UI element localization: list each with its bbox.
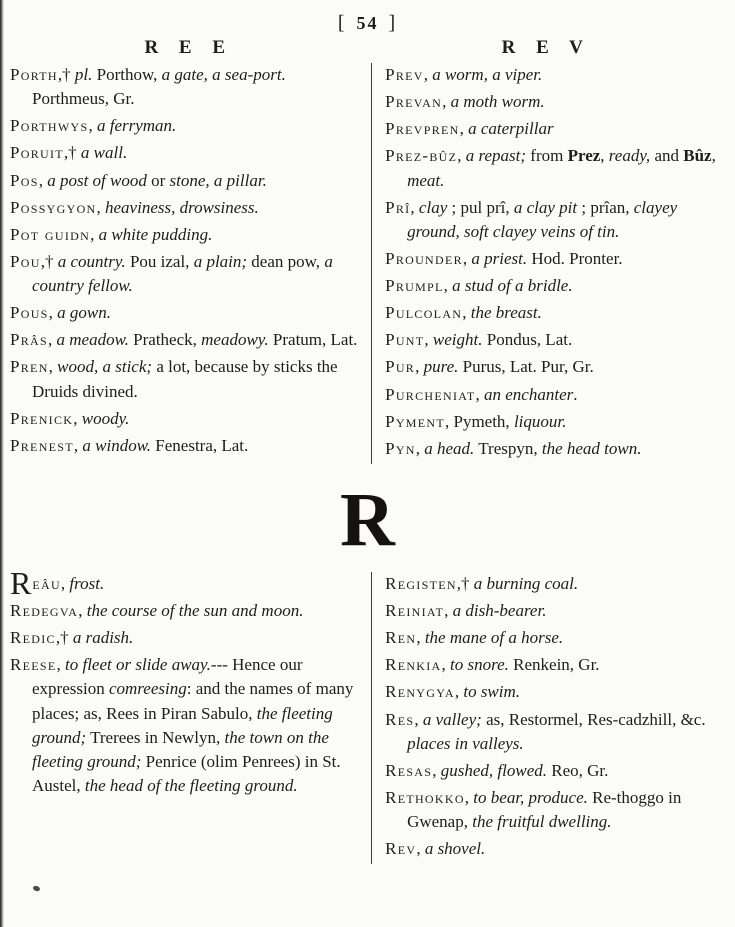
dictionary-entry [385, 653, 725, 677]
page-number-value: 54 [356, 13, 379, 33]
dictionary-entry [10, 63, 363, 111]
definition-text: , [56, 655, 66, 675]
definition-text: the breast. [470, 303, 542, 323]
definition-text: comreesing [108, 679, 187, 699]
top-section [10, 63, 725, 464]
definition-text: , [432, 760, 441, 780]
definition-text: , [90, 224, 99, 244]
headword: R [10, 564, 33, 601]
scan-gutter-shadow [0, 0, 4, 927]
dictionary-entry [385, 117, 725, 141]
definition-text: frost. [69, 573, 105, 593]
definition-text: Prez [567, 146, 601, 166]
headword: Pot guidn [10, 224, 91, 244]
definition-text: ,† [63, 143, 81, 163]
headword: Prumpl [385, 276, 444, 295]
definition-text: a priest. [471, 248, 528, 268]
headword: Prevpren [385, 119, 460, 139]
headword: Pyment [385, 411, 445, 431]
headword: Prevan [385, 92, 443, 112]
definition-text: places in valleys. [407, 733, 524, 753]
definition-text: a meadow. [56, 330, 129, 350]
headword: Porthwys [10, 116, 89, 136]
dictionary-entry [385, 759, 725, 783]
definition-text: , [416, 839, 425, 859]
definition-text: from [526, 146, 568, 166]
headword: Punt [385, 330, 425, 350]
definition-text: a worm, a viper. [432, 65, 543, 84]
headword: Prâs [10, 330, 48, 350]
definition-text: ,† [456, 573, 474, 593]
headword: Renygya [385, 682, 455, 702]
definition-text: the head of the fleeting ground. [84, 775, 298, 795]
dictionary-entry [385, 410, 725, 434]
dictionary-entry [385, 383, 725, 407]
bottom-section [10, 564, 725, 864]
headword: Prounder [385, 248, 463, 268]
definition-text: to bear, produce. [473, 787, 588, 807]
definition-text: a moth worm. [450, 92, 545, 112]
definition-text: , [48, 303, 58, 323]
definition-text: ; pul prî, [447, 197, 514, 217]
definition-text: Porthmeus, Gr. [32, 89, 135, 109]
bottom-right-column [371, 572, 725, 864]
dictionary-entry [385, 90, 725, 114]
definition-text: a clay pit [513, 197, 578, 217]
headword: eâu [32, 573, 61, 593]
top-right-column [371, 63, 725, 464]
definition-text: a country fellow. [32, 251, 333, 295]
dictionary-entry [385, 355, 725, 379]
definition-text: , [73, 435, 83, 455]
definition-text: dean pow, [247, 251, 325, 271]
definition-text: , [600, 146, 609, 166]
headword: Prev [385, 65, 424, 84]
page-number [10, 12, 725, 35]
dictionary-entry [10, 223, 363, 247]
dictionary-entry [385, 680, 725, 704]
definition-text: the fleeting ground; [32, 703, 333, 747]
dictionary-entry [10, 564, 363, 601]
headword: Registen [385, 573, 457, 593]
headword: Rev [385, 839, 417, 859]
dictionary-entry [10, 599, 363, 623]
definition-text: a white pudding. [98, 224, 213, 244]
definition-text: the head town. [541, 438, 642, 458]
definition-text: the fruitful dwelling. [472, 812, 612, 831]
definition-text: , [475, 384, 485, 404]
definition-text: , [73, 408, 82, 428]
definition-text: , [457, 146, 466, 166]
definition-text: , [442, 92, 451, 112]
dictionary-entry [385, 196, 725, 244]
dictionary-entry [385, 247, 725, 271]
definition-text: Purus, Lat. Pur, Gr. [458, 357, 594, 377]
dictionary-entry [385, 301, 725, 325]
definition-text: clay [418, 197, 448, 217]
running-header-right: R E V [501, 37, 591, 58]
dictionary-entry [385, 63, 725, 87]
definition-text: , [464, 787, 474, 807]
dictionary-entry [10, 196, 363, 220]
definition-text: : and the names of many places; as, Rees in Piran Sabulo, [32, 679, 354, 723]
definition-text: , [78, 601, 87, 620]
definition-text: a wall. [80, 143, 128, 163]
dictionary-entry [385, 708, 725, 756]
headword: Pulcolan [385, 303, 463, 323]
definition-text: , [443, 276, 453, 295]
definition-text: pure. [423, 357, 459, 377]
definition-text: a window. [82, 435, 152, 455]
definition-text: stone, a pillar. [169, 170, 267, 190]
dictionary-entry [10, 169, 363, 193]
headword: Prez-bûz [385, 146, 458, 166]
headword: Prenest [10, 435, 74, 455]
definition-text: , [415, 357, 424, 377]
definition-text: Renkein, Gr. [508, 655, 600, 675]
definition-text: wood, a stick; [57, 357, 153, 377]
headword: Pyn [385, 438, 416, 458]
definition-text: , [38, 170, 48, 190]
headword: Rethokko [385, 787, 465, 807]
dictionary-entry [385, 437, 725, 461]
headword: Pous [10, 303, 49, 323]
dictionary-entry [10, 250, 363, 298]
definition-text: , [444, 601, 453, 620]
definition-text: , [462, 248, 472, 268]
bottom-left-column [10, 564, 371, 864]
headword: Pou [10, 251, 41, 271]
definition-text: ; prîan, [577, 197, 634, 217]
dictionary-entry [385, 786, 725, 834]
headword: Resas [385, 760, 433, 780]
definition-text: a repast; [465, 146, 527, 166]
definition-text: a head. [424, 438, 475, 458]
definition-text: ready, [608, 146, 651, 166]
headword: Prenick [10, 408, 74, 428]
headword: Porth [10, 65, 58, 84]
headword: Renkia [385, 655, 442, 675]
dictionary-entry [10, 301, 363, 325]
headword: Prî [385, 197, 411, 217]
definition-text: pl. [74, 65, 93, 84]
definition-text: a radish. [72, 628, 134, 648]
definition-text: weight. [432, 330, 483, 350]
dictionary-entry [385, 572, 725, 596]
definition-text: the town on the fleeting ground; [32, 727, 329, 771]
definition-text: meat. [407, 170, 445, 190]
headword: Pren [10, 357, 49, 377]
definition-text: heaviness, drowsiness. [105, 197, 259, 217]
headword: Purcheniat [385, 384, 476, 404]
dictionary-entry [10, 355, 363, 403]
definition-text: Hence our expression [32, 655, 303, 699]
definition-text: gushed, flowed. [440, 760, 547, 780]
dictionary-entry [385, 144, 725, 192]
headword: Ren [385, 628, 417, 648]
definition-text: liquour. [513, 411, 567, 431]
definition-text: , [441, 655, 451, 675]
dictionary-entry [385, 626, 725, 650]
dictionary-entry [10, 407, 363, 431]
definition-text: ,† [55, 628, 73, 648]
definition-text: clayey ground, soft clayey veins of tin. [407, 197, 678, 241]
headword: Possygyon [10, 197, 97, 217]
definition-text: Re-thoggo in Gwenap, [407, 787, 682, 831]
headword: Redic [10, 628, 56, 648]
dictionary-entry [385, 599, 725, 623]
definition-text: a stud of a bridle. [452, 276, 573, 295]
definition-text: a gate, a sea-port. [161, 65, 286, 84]
definition-text: Hod. Pronter. [527, 248, 623, 268]
definition-text: , [415, 438, 425, 458]
definition-text: , [462, 303, 471, 323]
definition-text: Fenestra, Lat. [151, 435, 249, 455]
headword: Poruit [10, 143, 64, 163]
definition-text: , [423, 65, 433, 84]
headword: Reese [10, 655, 57, 675]
definition-text: a dish-bearer. [452, 601, 547, 620]
definition-text: , [48, 330, 57, 350]
definition-text: to swim. [463, 682, 521, 702]
page-number-bracket-left: [ [337, 12, 347, 34]
running-headers [10, 37, 725, 59]
dictionary-entry [10, 114, 363, 138]
dictionary-entry [385, 274, 725, 298]
definition-text: , [454, 682, 464, 702]
running-header-left: R E E [144, 37, 234, 58]
headword: Redegva [10, 601, 79, 620]
dictionary-entry [385, 837, 725, 861]
definition-text: , [424, 330, 433, 350]
scan-artifact-spot [32, 885, 40, 892]
definition-text: , [416, 628, 425, 648]
definition-text: , [88, 116, 97, 136]
definition-text: the course of the sun and moon. [86, 601, 304, 620]
definition-text: Pratum, Lat. [268, 330, 358, 350]
dictionary-entry [385, 328, 725, 352]
dictionary-entry [10, 653, 363, 798]
top-left-column [10, 63, 371, 464]
definition-text: an enchanter [484, 384, 574, 404]
headword: Pur [385, 357, 416, 377]
definition-text: or [151, 170, 170, 190]
definition-text: ,† [40, 251, 58, 271]
definition-text: , [60, 573, 70, 593]
definition-text: a plain; [193, 251, 248, 271]
definition-text: a caterpillar [468, 119, 554, 139]
definition-text: a post of wood [47, 170, 152, 190]
definition-text: the mane of a horse. [424, 628, 564, 648]
definition-text: Pratheck, [128, 330, 202, 350]
definition-text: a shovel. [424, 839, 486, 859]
definition-text: a gown. [57, 303, 112, 323]
definition-text: a ferryman. [96, 116, 177, 136]
definition-text: , [96, 197, 105, 217]
definition-text: to snore. [450, 655, 509, 675]
definition-text: , [410, 197, 419, 217]
definition-text: a valley; [422, 709, 482, 729]
dictionary-entry [10, 328, 363, 352]
definition-text: , Pymeth, [444, 411, 514, 431]
definition-text: a country. [57, 251, 126, 271]
definition-text: as, Restormel, Res-cadzhill, &c. [481, 709, 706, 729]
definition-text: , [414, 709, 423, 729]
dictionary-entry [10, 141, 363, 165]
definition-text: meadowy. [201, 330, 269, 350]
definition-text: and [650, 146, 684, 166]
definition-text: , [459, 119, 469, 139]
definition-text: to fleet or slide away.--- [65, 655, 228, 675]
definition-text: Pou izal, [125, 251, 194, 271]
definition-text: Trerees in Newlyn, [86, 727, 225, 747]
page-number-bracket-right: ] [388, 12, 398, 34]
definition-text: Porthow, [92, 65, 162, 84]
definition-text: Pondus, Lat. [482, 330, 573, 350]
definition-text: Bûz [683, 146, 712, 166]
definition-text: ,† [57, 65, 75, 84]
definition-text: woody. [81, 408, 130, 428]
definition-text: Trespyn, [474, 438, 542, 458]
dictionary-entry [10, 434, 363, 458]
definition-text: , [48, 357, 58, 377]
definition-text: . [573, 384, 578, 404]
section-divider-letter: R [340, 477, 395, 562]
definition-text: a lot, because by sticks the Druids divined. [32, 357, 338, 401]
headword: Pos [10, 170, 39, 190]
definition-text: Reo, Gr. [547, 760, 609, 780]
definition-text: a burning coal. [473, 573, 579, 593]
definition-text: , [711, 146, 716, 166]
headword: Reiniat [385, 601, 445, 620]
dictionary-entry [10, 626, 363, 650]
definition-text: Penrice (olim Penrees) in St. Austel, [32, 751, 341, 795]
headword: Res [385, 709, 415, 729]
